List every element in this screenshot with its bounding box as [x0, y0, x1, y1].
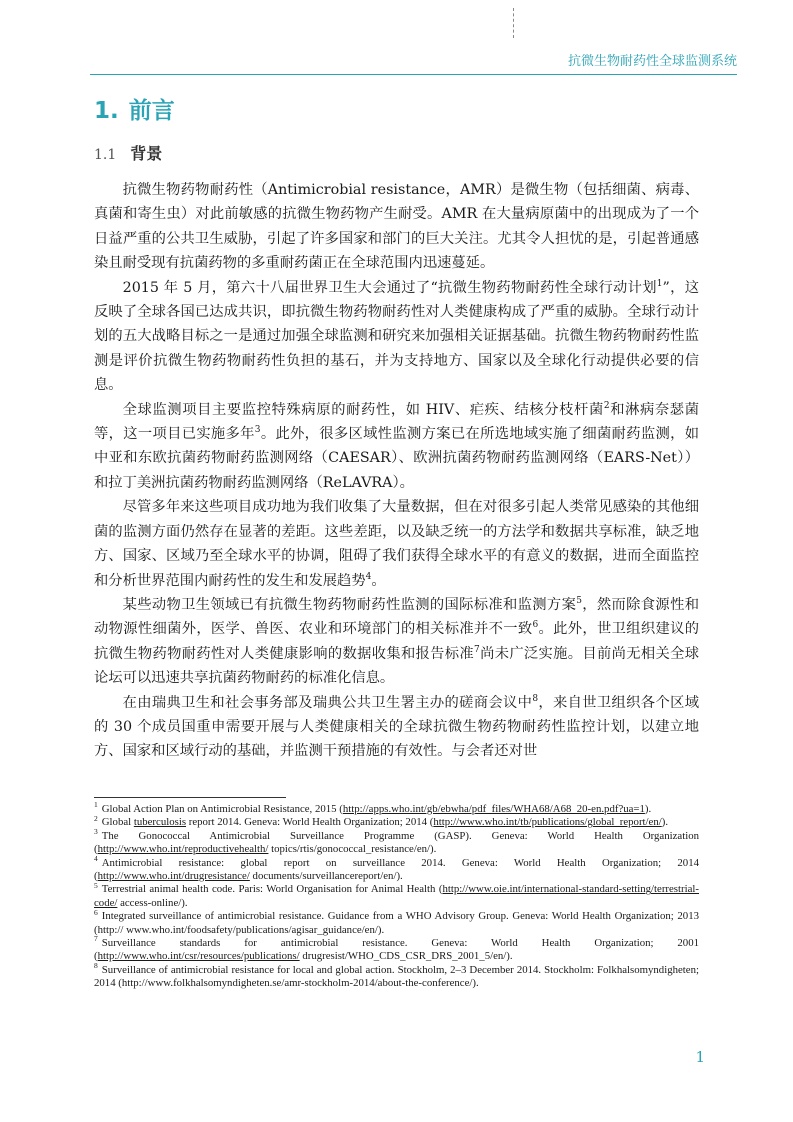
paragraph-text: 尽管多年来这些项目成功地为我们收集了大量数据，但在对很多引起人类常见感染的其他细菌的监测方面仍然存在显著的差距。这些差距，以及缺乏统一的方法学和数据共享标准，缺乏地方、国家、区域乃至全球水平的协调，阻碍了我们获得全球水平的有意义的数据，进而全面监控和分析世界范围内耐药性的发生和发展趋势: [94, 499, 699, 589]
footnote-number: 6: [94, 907, 98, 917]
footnotes: [94, 800, 699, 991]
running-header: 抗微生物耐药性全球监测系统: [567, 54, 737, 69]
body-paragraph: [94, 593, 699, 691]
footnote-reference: 5: [576, 596, 582, 607]
header-rule: [90, 74, 737, 75]
footnote-text: report 2014. Geneva: World Health Organization; 2014 (: [186, 816, 434, 829]
chapter-number: 1.: [94, 98, 119, 124]
footnote-link[interactable]: http://www.oie.int/international-standard-setting/terrestrial-code/: [94, 883, 699, 909]
paragraph-text: 。: [371, 572, 386, 589]
footnote-text: Integrated surveillance of antimicrobial resistance. Guidance from a WHO Advisory Group. Geneva: World Health Organization; 2013 (http:// www.who.int/foodsafety/publications/agisar_guidance/en/).: [94, 910, 699, 936]
paragraph-text: ”，这反映了全球各国已达成共识，即抗微生物药物耐药性对人类健康构成了严重的威胁。全球行动计划的五大战略目标之一是通过加强全球监测和研究来加强相关证据基础。抗微生物药物耐药性监测是评价抗微生物药物耐药性负担的基石，并为支持地方、国家以及全球化行动提供必要的信息。: [94, 279, 700, 394]
footnote-reference: 4: [365, 571, 372, 582]
footnote-number: 1: [94, 800, 98, 810]
footnote-number: 3: [94, 827, 98, 837]
footnote-reference: 1: [656, 278, 663, 289]
paragraph-text: 和淋病奈瑟菌等，这一项目已实施多年: [94, 401, 700, 443]
footnote: [94, 907, 699, 937]
footnote-number: 5: [94, 880, 98, 890]
footnote-link[interactable]: tuberculosis: [133, 816, 187, 829]
footnote-text: Surveillance standards for antimicrobial resistance. Geneva: World Health Organization; 2001 (: [94, 937, 699, 963]
footnote-link[interactable]: http://www.who.int/drugresistance/: [97, 870, 250, 883]
footnote-link[interactable]: http://apps.who.int/gb/ebwha/pdf_files/WHA68/A68_20-en.pdf?ua=1: [342, 803, 645, 815]
paragraph-text: ，然而除食源性和动物源性细菌外，医学、兽医、农业和环境部门的相关标准并不一致: [94, 596, 699, 638]
footnote-link[interactable]: http://www.who.int/csr/resources/publications/: [97, 950, 300, 963]
paragraph-text: 。此外，很多区域性监测方案已在所选地域实施了细菌耐药监测，如中亚和东欧抗菌药物耐药监测网络（CAESAR）、欧洲抗菌药物耐药监测网络（EARS-Net））和拉丁美洲抗菌药物耐药监测网络（ReLAVRA）。: [94, 426, 699, 491]
footnote-text: Global Action Plan on Antimicrobial Resistance, 2015 (: [101, 803, 343, 815]
footnote-text: The Gonococcal Antimicrobial Surveillance Programme (GASP). Geneva: World Health Organization (: [94, 829, 699, 856]
body-paragraph: [94, 691, 699, 764]
body-paragraph: [94, 398, 699, 496]
paragraph-text: 某些动物卫生领域已有抗微生物药物耐药性监测的国际标准和监测方案: [122, 596, 577, 613]
footnote-link[interactable]: http://www.who.int/tb/publications/global_report/en/: [433, 816, 662, 829]
section-number: 1.1: [94, 147, 117, 163]
paragraph-text: 尚未广泛实施。目前尚无相关全球论坛可以迅速共享抗菌药物耐药的标准化信息。: [94, 645, 700, 687]
footnote-reference: 3: [254, 425, 261, 436]
body-paragraph: [94, 495, 699, 593]
body-paragraph: [94, 178, 699, 276]
body-text: [94, 178, 699, 764]
footnote: [94, 934, 699, 964]
footnote-number: 7: [94, 934, 98, 944]
footnote-text: access-online/).: [117, 896, 188, 909]
body-paragraph: [94, 276, 699, 398]
footnote-number: 8: [94, 961, 98, 971]
section-title-text: 背景: [130, 144, 163, 163]
section-title: [94, 141, 162, 164]
footnote-text: documents/surveillancereport/en/).: [249, 870, 403, 883]
footnote-text: Antimicrobial resistance: global report on surveillance 2014. Geneva: World Health Organization; 2014 (: [94, 856, 699, 883]
footnote-text: Surveillance of antimicrobial resistance for local and global action. Stockholm, 2–3 December 2014. Stockholm: Folkhalsomyndigheten; 2014 (http://www.folkhalsomyndigheten.se/amr-stockholm-2014/about-the-conference/).: [94, 963, 699, 990]
footnote: [94, 813, 699, 829]
page-number: 1: [695, 1048, 705, 1066]
paragraph-text: 抗微生物药物耐药性（Antimicrobial resistance，AMR）是微生物（包括细菌、病毒、真菌和寄生虫）对此前敏感的抗微生物药物产生耐受。AMR 在大量病原菌中的出现成为了一个日益严重的公共卫生威胁，引起了许多国家和部门的巨大关注。尤其令人担忧的是，引起普通感染且耐受现有抗菌药物的多重耐药菌正在全球范围内迅速蔓延。: [94, 182, 699, 272]
footnote-number: 2: [94, 813, 98, 823]
footnote: [94, 961, 699, 991]
footnote-reference: 7: [474, 644, 480, 655]
footnote: [94, 827, 699, 857]
footnote-text: Global: [101, 816, 134, 829]
chapter-title-text: 前言: [128, 98, 175, 124]
footnote-reference: 6: [532, 620, 539, 631]
footnote-reference: 8: [532, 693, 539, 704]
footnote-text: ).: [644, 803, 652, 815]
footnote-text: Terrestrial animal health code. Paris: World Organisation for Animal Health (: [101, 883, 443, 896]
top-dash-divider: [513, 8, 514, 38]
footnote-link[interactable]: http://www.who.int/reproductivehealth/: [97, 843, 269, 856]
footnote-number: 4: [94, 854, 98, 864]
footnote-text: topics/rtis/gonococcal_resistance/en/).: [268, 843, 437, 856]
paragraph-text: 在由瑞典卫生和社会事务部及瑞典公共卫生署主办的磋商会议中: [122, 694, 533, 711]
paragraph-text: 2015 年 5 月，第六十八届世界卫生大会通过了“抗微生物药物耐药性全球行动计划: [122, 279, 657, 296]
footnote-reference: 2: [603, 400, 610, 411]
footnote-rule: [94, 797, 286, 798]
footnote: [94, 880, 699, 910]
footnote-text: drugresist/WHO_CDS_CSR_DRS_2001_5/en/).: [299, 950, 513, 963]
footnote: [94, 854, 699, 884]
paragraph-text: 全球监测项目主要监控特殊病原的耐药性，如 HIV、疟疾、结核分枝杆菌: [122, 401, 604, 418]
paragraph-text: ，来自世卫组织各个区域的 30 个成员国重申需要开展与人类健康相关的全球抗微生物药物耐药性监控计划，以建立地方、国家和区域行动的基础，并监测干预措施的有效性。与会者还对世: [94, 694, 700, 760]
footnote-text: ).: [661, 816, 669, 829]
footnote: [94, 800, 699, 816]
chapter-title: [94, 92, 175, 125]
paragraph-text: 。此外，世卫组织建议的抗微生物药物耐药性对人类健康影响的数据收集和报告标准: [94, 621, 699, 662]
